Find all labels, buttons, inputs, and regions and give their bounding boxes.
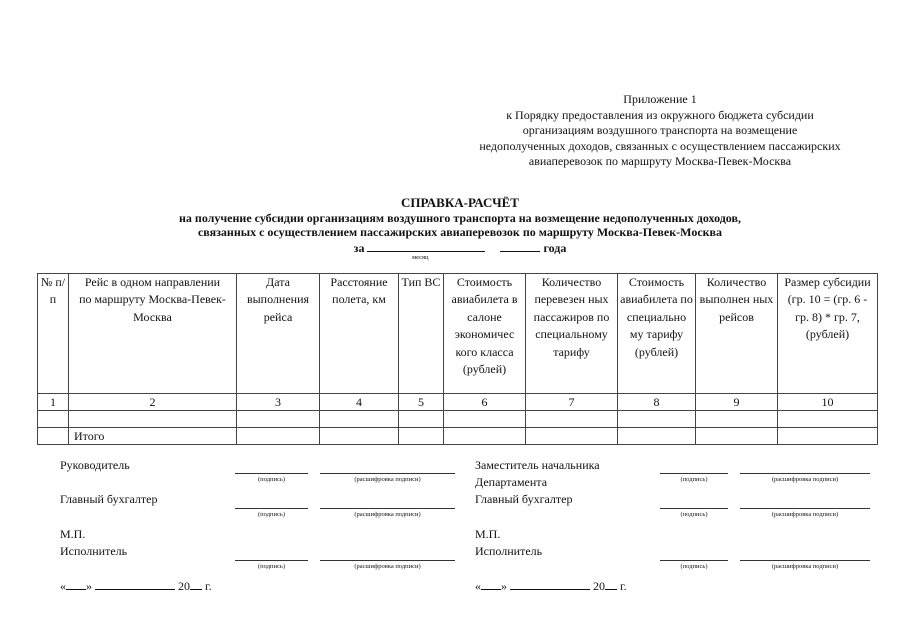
table-header-cell: Рейс в одном направлении по маршруту Москва-Певек-Москва bbox=[69, 274, 237, 394]
executor-label: Исполнитель bbox=[475, 544, 543, 558]
table-header-cell: № п/п bbox=[38, 274, 69, 394]
signature-caption: (подпись) bbox=[258, 511, 285, 518]
column-number: 5 bbox=[399, 394, 444, 411]
signature-decoding-line[interactable] bbox=[320, 473, 455, 474]
reporting-period bbox=[100, 240, 820, 255]
table-cell[interactable] bbox=[778, 428, 878, 445]
period-prefix: за bbox=[353, 240, 365, 255]
document-title: СПРАВКА-РАСЧЁТ bbox=[401, 195, 519, 210]
total-label: Итого bbox=[69, 428, 237, 445]
column-number: 4 bbox=[320, 394, 399, 411]
document-subtitle-line: связанных с осуществлением пассажирских авиаперевозок по маршруту Москва-Певек-Москва bbox=[197, 225, 723, 239]
year-prefix: 20 bbox=[593, 579, 605, 593]
column-number: 3 bbox=[237, 394, 320, 411]
table-cell[interactable] bbox=[38, 428, 69, 445]
close-quote: » bbox=[501, 579, 507, 593]
stamp-label: М.П. bbox=[60, 527, 86, 541]
total-row bbox=[38, 428, 878, 445]
signature-line[interactable] bbox=[660, 560, 728, 561]
signature-caption: (подпись) bbox=[680, 476, 708, 483]
column-number: 7 bbox=[526, 394, 618, 411]
document-title-block bbox=[100, 196, 820, 255]
signature-caption: (подпись) bbox=[258, 476, 285, 483]
year-suffix: г. bbox=[620, 579, 627, 593]
signature-caption: (подпись) bbox=[680, 563, 708, 570]
table-cell[interactable] bbox=[69, 411, 237, 428]
table-cell[interactable] bbox=[444, 411, 526, 428]
table-cell[interactable] bbox=[526, 428, 618, 445]
date-line-right bbox=[475, 579, 627, 594]
table-header-cell: Расстояние полета, км bbox=[320, 274, 399, 394]
table-cell[interactable] bbox=[618, 411, 696, 428]
deputy-head-label-cont: Департамента bbox=[475, 475, 548, 489]
year-field[interactable] bbox=[605, 579, 617, 590]
table-cell[interactable] bbox=[696, 428, 778, 445]
table-cell[interactable] bbox=[320, 428, 399, 445]
day-field[interactable] bbox=[66, 579, 86, 590]
chief-accountant-label: Главный бухгалтер bbox=[60, 492, 158, 506]
table-header-cell: Стоимость авиабилета по специально му тарифу (рублей) bbox=[618, 274, 696, 394]
appendix-line: авиаперевозок по маршруту Москва-Певек-Москва bbox=[528, 154, 792, 168]
signature-line[interactable] bbox=[235, 473, 308, 474]
column-number: 10 bbox=[778, 394, 878, 411]
table-cell[interactable] bbox=[237, 428, 320, 445]
signature-decoding-line[interactable] bbox=[320, 560, 455, 561]
month-field[interactable] bbox=[95, 579, 175, 590]
deputy-head-label: Заместитель начальника bbox=[475, 458, 600, 472]
executor-label: Исполнитель bbox=[60, 544, 128, 558]
table-header-cell: Размер субсидии (гр. 10 = (гр. 6 - гр. 8) * гр. 7, (рублей) bbox=[778, 274, 878, 394]
table-header-cell: Количество перевезен ных пассажиров по специальному тарифу bbox=[526, 274, 618, 394]
signature-caption: (подпись) bbox=[680, 511, 708, 518]
table-cell[interactable] bbox=[618, 428, 696, 445]
close-quote: » bbox=[86, 579, 92, 593]
appendix-line: недополученных доходов, связанных с осуществлением пассажирских bbox=[479, 138, 841, 153]
signature-line[interactable] bbox=[660, 473, 728, 474]
signature-decoding-caption: (расшифровка подписи) bbox=[771, 563, 839, 570]
year-prefix: 20 bbox=[178, 579, 190, 593]
open-quote: « bbox=[475, 579, 481, 593]
table-cell[interactable] bbox=[778, 411, 878, 428]
appendix-line: к Порядку предоставления из окружного бюджета субсидии bbox=[506, 107, 814, 122]
stamp-label: М.П. bbox=[475, 527, 501, 541]
table-header-cell: Тип ВС bbox=[399, 274, 444, 394]
column-number-row bbox=[38, 394, 878, 411]
table-cell[interactable] bbox=[526, 411, 618, 428]
signature-line[interactable] bbox=[235, 560, 308, 561]
day-field[interactable] bbox=[481, 579, 501, 590]
column-number: 6 bbox=[444, 394, 526, 411]
table-cell[interactable] bbox=[38, 411, 69, 428]
month-caption: месяц bbox=[412, 254, 429, 261]
signatory-head-label: Руководитель bbox=[60, 458, 130, 472]
signature-line[interactable] bbox=[235, 508, 308, 509]
appendix-line: Приложение 1 bbox=[623, 92, 697, 106]
year-field[interactable] bbox=[190, 579, 202, 590]
signature-caption: (подпись) bbox=[258, 563, 285, 570]
year-suffix: г. bbox=[205, 579, 212, 593]
signature-line[interactable] bbox=[660, 508, 728, 509]
column-number: 2 bbox=[69, 394, 237, 411]
month-field[interactable] bbox=[367, 240, 485, 252]
signature-decoding-caption: (расшифровка подписи) bbox=[354, 563, 421, 570]
column-number: 1 bbox=[38, 394, 69, 411]
table-header-cell: Дата выполнения рейса bbox=[237, 274, 320, 394]
table-cell[interactable] bbox=[444, 428, 526, 445]
document-subtitle-line: на получение субсидии организациям воздушного транспорта на возмещение недополученных доходов, bbox=[179, 210, 741, 225]
signature-decoding-line[interactable] bbox=[740, 473, 870, 474]
chief-accountant-label: Главный бухгалтер bbox=[475, 492, 573, 506]
appendix-header bbox=[440, 92, 880, 170]
period-suffix: года bbox=[543, 240, 567, 255]
table-header-cell: Стоимость авиабилета в салоне экономичес кого класса (рублей) bbox=[444, 274, 526, 394]
signature-decoding-caption: (расшифровка подписи) bbox=[354, 511, 421, 518]
table-row bbox=[38, 411, 878, 428]
table-cell[interactable] bbox=[399, 428, 444, 445]
signature-decoding-caption: (расшифровка подписи) bbox=[771, 476, 839, 483]
table-cell[interactable] bbox=[320, 411, 399, 428]
month-field[interactable] bbox=[510, 579, 590, 590]
column-number: 9 bbox=[696, 394, 778, 411]
signature-decoding-caption: (расшифровка подписи) bbox=[771, 511, 839, 518]
table-cell[interactable] bbox=[399, 411, 444, 428]
signature-decoding-line[interactable] bbox=[740, 508, 870, 509]
signature-decoding-caption: (расшифровка подписи) bbox=[354, 476, 421, 483]
column-number: 8 bbox=[618, 394, 696, 411]
year-field[interactable] bbox=[500, 240, 540, 252]
open-quote: « bbox=[60, 579, 66, 593]
table-cell[interactable] bbox=[696, 411, 778, 428]
table-cell[interactable] bbox=[237, 411, 320, 428]
date-line-left bbox=[60, 579, 212, 594]
signature-decoding-line[interactable] bbox=[320, 508, 455, 509]
signature-decoding-line[interactable] bbox=[740, 560, 870, 561]
appendix-line: организациям воздушного транспорта на возмещение bbox=[522, 123, 798, 137]
table-header-row bbox=[38, 274, 878, 394]
table-header-cell: Количество выполнен ных рейсов bbox=[696, 274, 778, 394]
subsidy-table bbox=[37, 273, 878, 445]
